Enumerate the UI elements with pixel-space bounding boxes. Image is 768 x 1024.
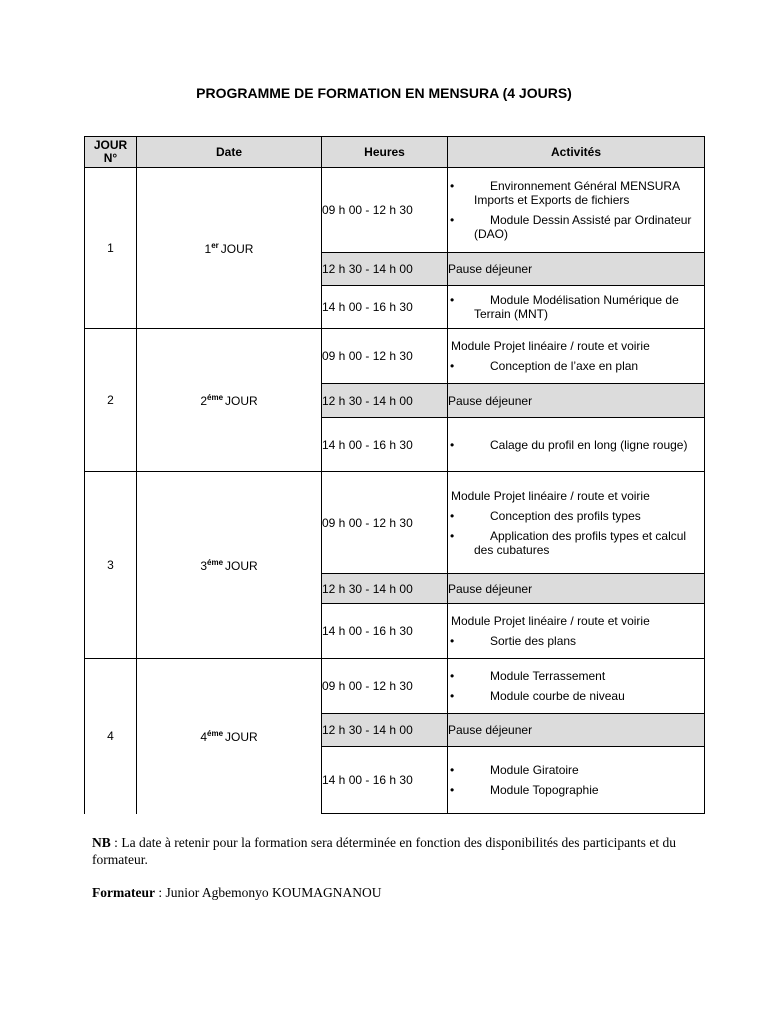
bullet-icon: • <box>450 508 455 523</box>
activity-list <box>448 438 704 452</box>
module-title: Module Projet linéaire / route et voirie <box>451 339 650 353</box>
trainer-label: Formateur <box>92 885 155 900</box>
date-number: 4 <box>200 729 207 744</box>
date-number: 3 <box>200 558 207 573</box>
activity-text: Module Modélisation Numérique de Terrain (MNT) <box>474 293 679 321</box>
activity-list <box>448 179 704 241</box>
activity-cell <box>448 604 705 659</box>
bullet-icon: • <box>450 179 455 193</box>
activity-list <box>448 669 704 703</box>
list-item <box>448 438 704 452</box>
list-item <box>448 669 704 683</box>
time-slot: 12 h 30 - 14 h 00 <box>322 384 448 418</box>
date-suffix: éme <box>207 728 224 738</box>
activity-cell <box>448 659 705 714</box>
activity-cell <box>448 329 705 384</box>
time-slot: 12 h 30 - 14 h 00 <box>322 714 448 747</box>
trainer-sep: : <box>154 885 166 900</box>
bullet-icon: • <box>450 783 455 797</box>
list-item <box>448 213 704 241</box>
page-title: PROGRAMME DE FORMATION EN MENSURA (4 JOURS) <box>196 85 572 101</box>
pause-label: Pause déjeuner <box>448 574 705 604</box>
bullet-icon: • <box>450 669 455 683</box>
date-word: JOUR <box>220 241 254 256</box>
bullet-icon: • <box>450 293 455 307</box>
time-slot: 12 h 30 - 14 h 00 <box>322 253 448 286</box>
activity-list <box>448 359 704 373</box>
time-slot: 14 h 00 - 16 h 30 <box>322 604 448 659</box>
date-word: JOUR <box>225 393 258 408</box>
header-jour-line2: N° <box>103 151 118 165</box>
table-row <box>85 329 705 384</box>
bullet-icon: • <box>450 213 455 227</box>
time-slot: 12 h 30 - 14 h 00 <box>322 574 448 604</box>
activity-text: Conception de l’axe en plan <box>490 359 639 373</box>
list-item <box>448 529 704 557</box>
day-number: 1 <box>85 168 137 329</box>
pause-label: Pause déjeuner <box>448 714 705 747</box>
activity-text: Application des profils types et calcul des cubatures <box>474 528 687 557</box>
activity-list <box>448 293 704 321</box>
date-number: 1 <box>204 241 212 256</box>
time-slot: 09 h 00 - 12 h 30 <box>322 659 448 714</box>
bullet-icon: • <box>450 689 455 703</box>
day-date <box>137 168 322 329</box>
time-slot: 14 h 00 - 16 h 30 <box>322 747 448 814</box>
activity-cell <box>448 747 705 814</box>
day-number: 3 <box>85 472 137 659</box>
header-jour-line1: JOUR <box>93 138 128 152</box>
activity-cell <box>448 168 705 253</box>
activity-text: Module Terrassement <box>490 669 606 683</box>
time-slot: 09 h 00 - 12 h 30 <box>322 168 448 253</box>
header-jour <box>85 137 137 168</box>
list-item <box>448 509 704 523</box>
module-title: Module Projet linéaire / route et voirie <box>451 488 650 503</box>
list-item <box>448 689 704 703</box>
list-item <box>448 783 704 797</box>
bullet-icon: • <box>450 763 455 777</box>
activity-text: Conception des profils types <box>490 508 641 523</box>
list-item <box>448 293 704 321</box>
activity-list <box>448 634 704 648</box>
activity-list <box>448 763 704 797</box>
header-heures: Heures <box>322 137 448 168</box>
activity-cell <box>448 418 705 472</box>
day-number: 2 <box>85 329 137 472</box>
bullet-icon: • <box>450 359 455 373</box>
list-item <box>448 359 704 373</box>
day-number: 4 <box>85 659 137 814</box>
trainer-name: Junior Agbemonyo KOUMAGNANOU <box>165 885 382 900</box>
day-date <box>137 329 322 472</box>
table-header-row <box>85 137 705 168</box>
bullet-icon: • <box>450 634 455 648</box>
note-text: : La date à retenir pour la formation sera déterminée en fonction des disponibilités des participants et du formateur. <box>92 835 676 867</box>
date-suffix: er <box>211 240 219 250</box>
activity-text: Calage du profil en long (ligne rouge) <box>490 437 688 452</box>
module-title: Module Projet linéaire / route et voirie <box>451 614 650 628</box>
table-body <box>85 168 705 814</box>
date-number: 2 <box>200 393 207 408</box>
date-suffix: éme <box>207 557 224 567</box>
list-item <box>448 634 704 648</box>
time-slot: 14 h 00 - 16 h 30 <box>322 418 448 472</box>
trainer-line <box>92 885 382 901</box>
header-activites: Activités <box>448 137 705 168</box>
training-schedule-table <box>84 136 705 814</box>
list-item <box>448 763 704 777</box>
time-slot: 14 h 00 - 16 h 30 <box>322 286 448 329</box>
day-date <box>137 659 322 814</box>
list-item <box>448 179 704 207</box>
note-paragraph <box>92 834 676 868</box>
activity-cell <box>448 472 705 574</box>
header-date: Date <box>137 137 322 168</box>
table-row <box>85 659 705 714</box>
date-suffix: éme <box>207 392 224 402</box>
activity-text: Sortie des plans <box>490 634 577 648</box>
date-word: JOUR <box>225 729 258 744</box>
activity-text: Module Topographie <box>490 783 599 797</box>
activity-text: Module courbe de niveau <box>490 689 625 703</box>
time-slot: 09 h 00 - 12 h 30 <box>322 329 448 384</box>
pause-label: Pause déjeuner <box>448 253 705 286</box>
table-row <box>85 472 705 574</box>
activity-text: Environnement Général MENSURA Imports et Exports de fichiers <box>474 179 680 207</box>
table-row <box>85 168 705 253</box>
activity-list <box>448 509 704 557</box>
date-word: JOUR <box>225 558 258 573</box>
activity-text: Module Dessin Assisté par Ordinateur (DAO) <box>474 213 692 241</box>
activity-text: Module Giratoire <box>490 763 579 777</box>
note-label: NB <box>92 835 111 850</box>
bullet-icon: • <box>450 437 455 452</box>
activity-cell <box>448 286 705 329</box>
pause-label: Pause déjeuner <box>448 384 705 418</box>
day-date <box>137 472 322 659</box>
time-slot: 09 h 00 - 12 h 30 <box>322 472 448 574</box>
bullet-icon: • <box>450 528 455 543</box>
